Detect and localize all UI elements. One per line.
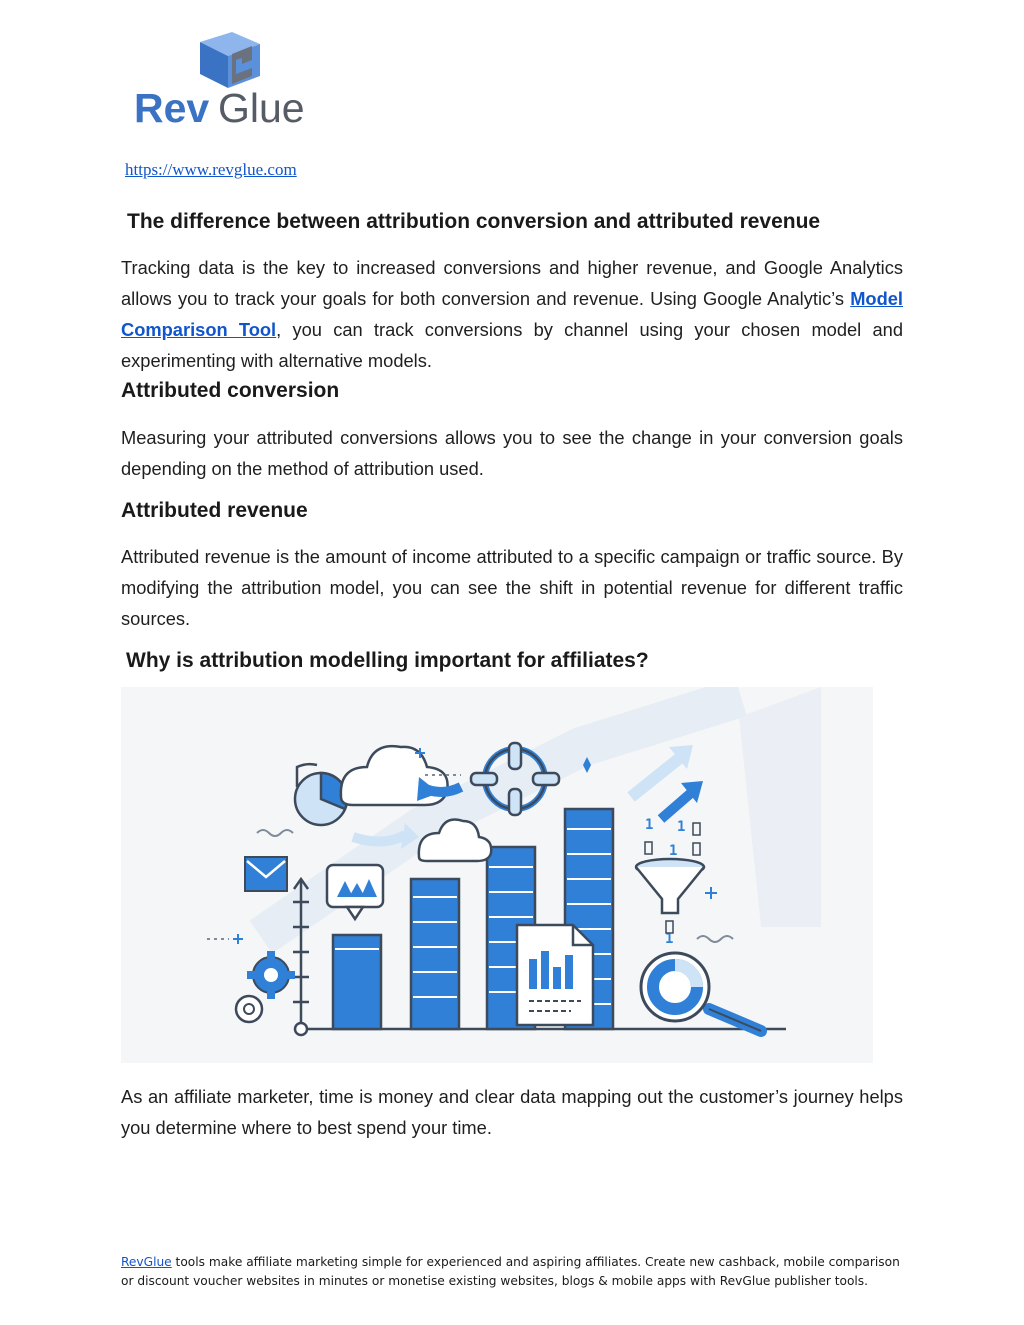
footer-note (121, 1253, 911, 1291)
attributed-revenue-paragraph: Attributed revenue is the amount of income attributed to a specific campaign or traffic source. By modifying the attribution model, you can see the shift in potential revenue for different traffic sources. (121, 546, 903, 629)
magnifier-donut-icon (641, 953, 761, 1031)
footer-revglue-link[interactable]: RevGlue (121, 1255, 172, 1269)
attribution-illustration (121, 687, 873, 1063)
heading-attributed-conversion: Attributed conversion (121, 379, 340, 402)
intro-paragraph (121, 252, 903, 376)
binary-digit: 1 (645, 817, 654, 833)
logo-text-glue: Glue (218, 85, 305, 130)
model-comparison-tool-link[interactable]: Model Comparison Tool (121, 288, 903, 340)
cloud-icon (341, 746, 448, 805)
gear-icon (236, 951, 295, 1022)
funnel-icon (636, 859, 704, 913)
pie-chart-icon (295, 764, 347, 825)
page-title: The difference between attribution conversion and attributed revenue (127, 210, 821, 233)
footer-text: tools make affiliate marketing simple for experienced and aspiring affiliates. Create new cashback, mobile comparison or discount voucher websites in minutes or monetise existing websites, blogs & mobile apps with RevGlue publisher tools. (121, 1255, 900, 1288)
intro-text-before: Tracking data is the key to increased conversions and higher revenue, and Google Analytics allows you to track your goals for both conversion and revenue. Using Google Analytic’s (121, 257, 903, 309)
image-bubble-icon (327, 865, 383, 919)
binary-digit: 1 (669, 843, 678, 859)
logo-cube-icon (200, 32, 260, 88)
heading-attributed-revenue: Attributed revenue (121, 499, 308, 522)
heading-why-attribution: Why is attribution modelling important for affiliates? (126, 649, 649, 672)
site-url-link[interactable]: https://www.revglue.com (125, 160, 297, 179)
intro-text-after: , you can track conversions by channel using your chosen model and experimenting with alternative models. (121, 319, 903, 371)
binary-digit: 1 (677, 819, 686, 835)
closing-paragraph: As an affiliate marketer, time is money and clear data mapping out the customer’s journey helps you determine where to best spend your time. (121, 1086, 903, 1138)
email-icon (245, 857, 287, 891)
attributed-conversion-paragraph: Measuring your attributed conversions allows you to see the change in your conversion goals depending on the method of attribution used. (121, 427, 903, 479)
document-chart-icon (517, 925, 593, 1025)
binary-digit: 1 (665, 931, 674, 947)
revglue-logo (132, 30, 324, 130)
logo-text-rev: Rev (134, 85, 210, 130)
